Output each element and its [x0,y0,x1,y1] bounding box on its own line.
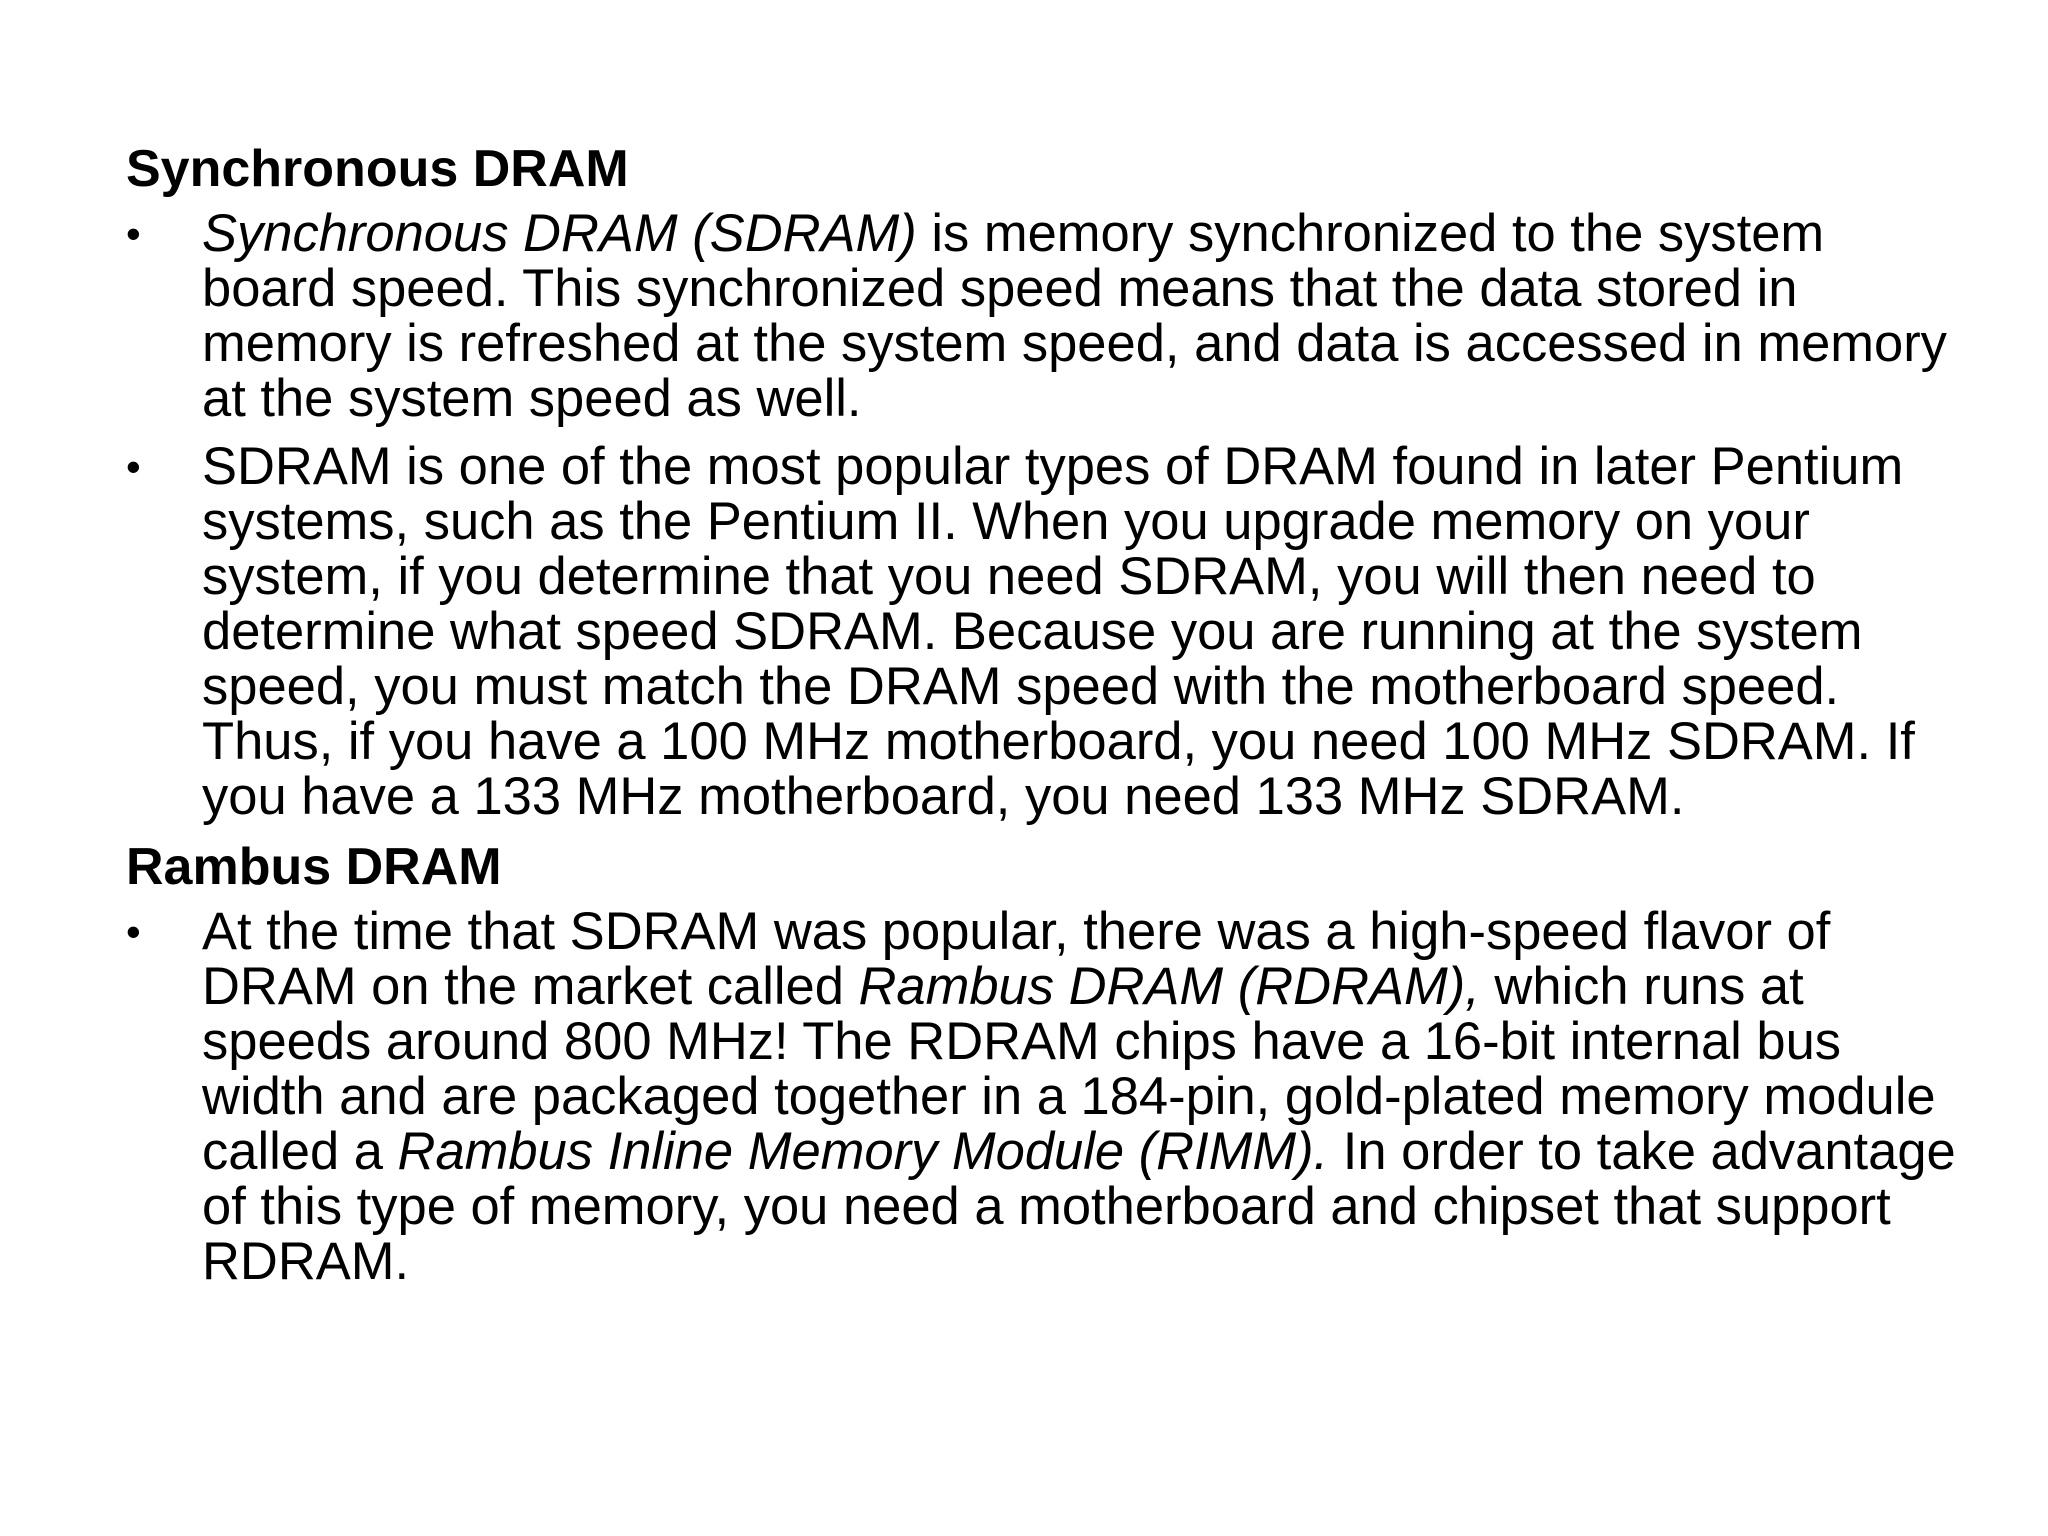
bullet-list-synchronous-dram [126,206,1956,824]
bullet-list-rambus-dram [126,904,1956,1289]
bullet-item [126,206,1956,426]
bullet-text: SDRAM is one of the most popular types of DRAM found in later Pentium systems, such as the Pentium II. When you upgrade memory on your system, if you determine that you need SDRAM, you will then need to determine what speed SDRAM. Because you are running at the system speed, you must match the DRAM speed with the motherboard speed. Thus, if you have a 100 MHz motherboard, you need 100 MHz SDRAM. If you have a 133 MHz motherboard, you need 133 MHz SDRAM. [202,437,1915,826]
bullet-text: which runs at speeds around 800 MHz! The RDRAM chips have a 16-bit internal bus width and are packaged together in a 184-pin, gold-plated memory module called a [202,957,1936,1181]
bullet-text: is memory synchronized to the system board speed. This synchronized speed means that the data stored in memory is refreshed at the system speed, and data is accessed in memory at the system speed as well. [202,204,1947,428]
bullet-item [126,439,1956,824]
bullet-text: At the time that SDRAM was popular, there was a high-speed flavor of DRAM on the market called [202,902,1831,1016]
section-heading-synchronous-dram: Synchronous DRAM [126,140,629,198]
bullet-text: In order to take advantage of this type of memory, you need a motherboard and chipset that support RDRAM. [202,1122,1956,1291]
section-heading-rambus-dram: Rambus DRAM [126,838,502,896]
bullet-item [126,904,1956,1289]
italic-term: Rambus Inline Memory Module (RIMM). [397,1122,1329,1181]
bullet-dot: • [126,908,141,955]
bullet-dot: • [126,443,141,490]
italic-term: Rambus DRAM (RDRAM), [858,957,1480,1016]
slide-content [126,140,1956,1302]
bullet-dot: • [126,210,141,257]
italic-term: Synchronous DRAM (SDRAM) [202,204,917,263]
